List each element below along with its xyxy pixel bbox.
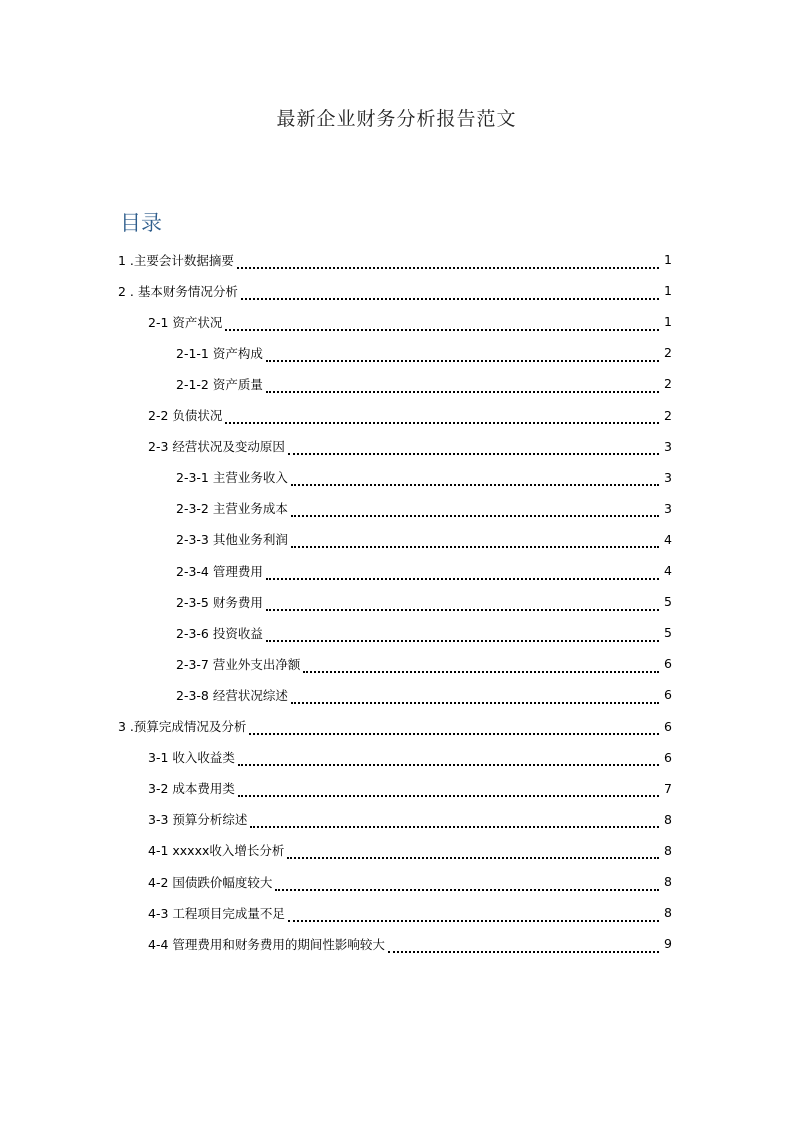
toc-entry[interactable] [118, 244, 672, 275]
toc-entry-label: 3-3 预算分析综述 [148, 812, 248, 828]
toc-leader-dots [238, 750, 659, 766]
toc-heading: 目录 [120, 211, 162, 235]
toc-entry[interactable] [148, 866, 672, 897]
toc-leader-dots [225, 408, 659, 424]
toc-entry-page-number: 6 [664, 718, 672, 734]
toc-entry-label: 2-3-5 财务费用 [176, 594, 263, 610]
toc-entry[interactable] [176, 462, 672, 493]
toc-leader-dots [303, 657, 659, 673]
toc-entry-label: 2-3-7 营业外支出净额 [176, 656, 301, 672]
toc-entry-label: 3-2 成本费用类 [148, 781, 235, 797]
toc-entry-page-number: 5 [664, 594, 672, 610]
document-title: 最新企业财务分析报告范文 [276, 108, 517, 130]
toc-leader-dots [388, 937, 659, 953]
toc-entry[interactable] [176, 524, 672, 555]
toc-entry-label: 2-3-3 其他业务利润 [176, 532, 288, 548]
toc-entry[interactable] [176, 617, 672, 648]
toc-entry[interactable] [148, 431, 672, 462]
toc-entry-page-number: 3 [664, 469, 672, 485]
toc-leader-dots [266, 346, 659, 362]
toc-leader-dots [249, 719, 659, 735]
toc-entry-page-number: 6 [664, 656, 672, 672]
toc-entry-label: 4-1 xxxxx收入增长分析 [148, 843, 285, 859]
toc-entry-page-number: 8 [664, 842, 672, 858]
toc-entry-page-number: 3 [664, 500, 672, 516]
toc-entry-label: 2-1 资产状况 [148, 314, 223, 330]
toc-entry-label: 2-3 经营状况及变动原因 [148, 439, 285, 455]
toc-entry-page-number: 8 [664, 811, 672, 827]
toc-entry-page-number: 2 [664, 376, 672, 392]
toc-entry-label: 2-3-2 主营业务成本 [176, 501, 288, 517]
toc-entry-label: 2 . 基本财务情况分析 [118, 283, 238, 299]
toc-entry-label: 2-3-8 经营状况综述 [176, 687, 288, 703]
toc-entry-page-number: 9 [664, 936, 672, 952]
toc-entry[interactable] [148, 773, 672, 804]
toc-entry[interactable] [148, 928, 672, 959]
toc-entry[interactable] [176, 337, 672, 368]
toc-leader-dots [266, 626, 659, 642]
toc-leader-dots [287, 843, 659, 859]
toc-leader-dots [225, 315, 659, 331]
toc-leader-dots [266, 564, 659, 580]
toc-entry-page-number: 4 [664, 531, 672, 547]
toc-leader-dots [266, 377, 659, 393]
toc-leader-dots [291, 470, 659, 486]
toc-entry-label: 4-2 国债跌价幅度较大 [148, 874, 273, 890]
toc-entry-page-number: 5 [664, 625, 672, 641]
toc-entry-page-number: 2 [664, 407, 672, 423]
toc-entry-label: 2-1-2 资产质量 [176, 376, 263, 392]
toc-entry-label: 1 .主要会计数据摘要 [118, 252, 234, 268]
toc-entry-label: 3-1 收入收益类 [148, 750, 235, 766]
toc-entry-label: 2-1-1 资产构成 [176, 345, 263, 361]
toc-entry-page-number: 1 [664, 252, 672, 267]
toc-entry-page-number: 4 [664, 563, 672, 578]
toc-entry-page-number: 3 [664, 438, 672, 454]
toc-entry-label: 2-3-6 投资收益 [176, 625, 263, 641]
toc-leader-dots [275, 875, 659, 891]
toc-entry[interactable] [148, 306, 672, 337]
toc-entry[interactable] [176, 555, 672, 586]
toc-entry-page-number: 6 [664, 687, 672, 703]
toc-entry[interactable] [148, 804, 672, 835]
toc-leader-dots [241, 284, 659, 300]
toc-entry[interactable] [176, 493, 672, 524]
toc-leader-dots [237, 253, 659, 269]
toc-entry[interactable] [118, 275, 672, 306]
toc-leader-dots [266, 595, 659, 611]
toc-entry-page-number: 1 [664, 283, 672, 299]
toc-entry[interactable] [176, 368, 672, 399]
toc-entry-label: 3 .预算完成情况及分析 [118, 719, 247, 734]
toc-entry[interactable] [118, 711, 672, 742]
toc-entry-page-number: 1 [664, 314, 672, 330]
toc-leader-dots [291, 532, 659, 548]
toc-leader-dots [288, 906, 659, 922]
toc-entry[interactable] [176, 586, 672, 617]
toc-entry[interactable] [148, 400, 672, 431]
toc-entry-page-number: 6 [664, 749, 672, 765]
toc-entry[interactable] [148, 897, 672, 928]
toc-entry-page-number: 2 [664, 345, 672, 361]
toc-entry-page-number: 8 [664, 905, 672, 921]
toc-entry-label: 2-2 负债状况 [148, 408, 223, 423]
toc-leader-dots [250, 812, 659, 828]
toc-entry[interactable] [176, 648, 672, 679]
toc-entry[interactable] [148, 742, 672, 773]
toc-leader-dots [238, 781, 659, 797]
toc-entry-label: 2-3-4 管理费用 [176, 563, 263, 579]
toc-entry-label: 4-3 工程项目完成量不足 [148, 905, 285, 921]
toc-leader-dots [288, 439, 659, 455]
toc-entry[interactable] [176, 679, 672, 710]
toc-entry-label: 2-3-1 主营业务收入 [176, 470, 288, 486]
toc-entry-page-number: 8 [664, 874, 672, 889]
toc-entry-label: 4-4 管理费用和财务费用的期间性影响较大 [148, 936, 385, 952]
toc-entry[interactable] [148, 835, 672, 866]
toc-leader-dots [291, 688, 659, 704]
toc-entry-page-number: 7 [664, 780, 672, 796]
toc-leader-dots [291, 501, 659, 517]
